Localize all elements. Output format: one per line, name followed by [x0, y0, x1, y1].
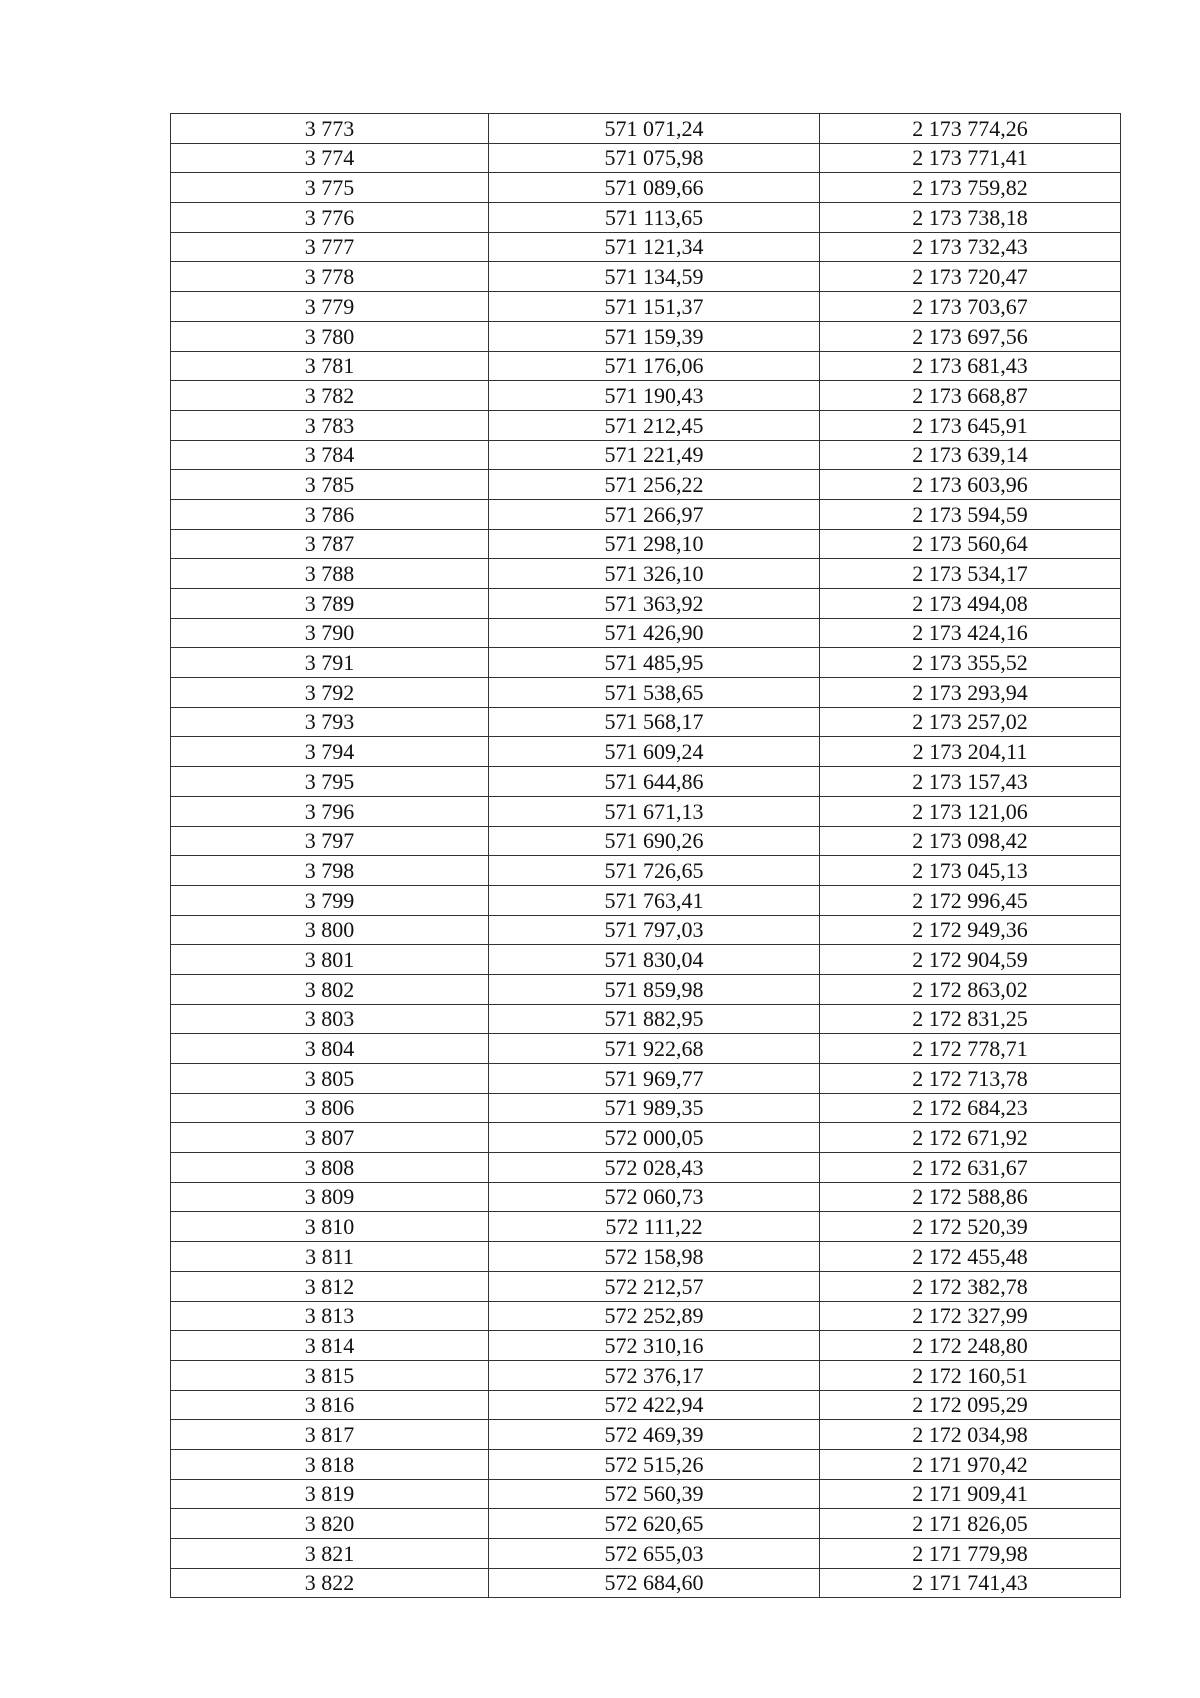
y-coordinate-cell: 2 172 713,78 — [820, 1064, 1121, 1094]
y-coordinate-cell: 2 172 684,23 — [820, 1093, 1121, 1123]
point-number-cell: 3 799 — [171, 885, 489, 915]
table-row — [171, 1420, 1121, 1450]
point-number-cell: 3 797 — [171, 826, 489, 856]
table-row — [171, 767, 1121, 797]
point-number-cell: 3 806 — [171, 1093, 489, 1123]
x-coordinate-cell: 571 797,03 — [489, 915, 820, 945]
table-row — [171, 559, 1121, 589]
x-coordinate-cell: 571 326,10 — [489, 559, 820, 589]
table-row — [171, 1242, 1121, 1272]
x-coordinate-cell: 571 363,92 — [489, 589, 820, 619]
x-coordinate-cell: 571 256,22 — [489, 470, 820, 500]
table-row — [171, 1479, 1121, 1509]
x-coordinate-cell: 571 690,26 — [489, 826, 820, 856]
y-coordinate-cell: 2 172 160,51 — [820, 1360, 1121, 1390]
x-coordinate-cell: 571 671,13 — [489, 796, 820, 826]
x-coordinate-cell: 571 298,10 — [489, 529, 820, 559]
point-number-cell: 3 819 — [171, 1479, 489, 1509]
point-number-cell: 3 816 — [171, 1390, 489, 1420]
table-row — [171, 1093, 1121, 1123]
x-coordinate-cell: 571 830,04 — [489, 945, 820, 975]
x-coordinate-cell: 571 071,24 — [489, 114, 820, 144]
table-row — [171, 321, 1121, 351]
point-number-cell: 3 777 — [171, 232, 489, 262]
point-number-cell: 3 793 — [171, 707, 489, 737]
point-number-cell: 3 801 — [171, 945, 489, 975]
x-coordinate-cell: 572 620,65 — [489, 1509, 820, 1539]
y-coordinate-cell: 2 173 355,52 — [820, 648, 1121, 678]
x-coordinate-cell: 572 655,03 — [489, 1539, 820, 1569]
y-coordinate-cell: 2 171 779,98 — [820, 1539, 1121, 1569]
x-coordinate-cell: 572 469,39 — [489, 1420, 820, 1450]
table-row — [171, 381, 1121, 411]
table-row — [171, 1182, 1121, 1212]
y-coordinate-cell: 2 172 034,98 — [820, 1420, 1121, 1450]
x-coordinate-cell: 572 028,43 — [489, 1153, 820, 1183]
point-number-cell: 3 815 — [171, 1360, 489, 1390]
table-row — [171, 974, 1121, 1004]
point-number-cell: 3 810 — [171, 1212, 489, 1242]
point-number-cell: 3 809 — [171, 1182, 489, 1212]
table-row — [171, 1390, 1121, 1420]
table-row — [171, 707, 1121, 737]
point-number-cell: 3 803 — [171, 1004, 489, 1034]
y-coordinate-cell: 2 172 248,80 — [820, 1331, 1121, 1361]
y-coordinate-cell: 2 173 560,64 — [820, 529, 1121, 559]
point-number-cell: 3 800 — [171, 915, 489, 945]
x-coordinate-cell: 571 075,98 — [489, 143, 820, 173]
table-row — [171, 1212, 1121, 1242]
table-row — [171, 796, 1121, 826]
point-number-cell: 3 792 — [171, 678, 489, 708]
x-coordinate-cell: 571 089,66 — [489, 173, 820, 203]
point-number-cell: 3 775 — [171, 173, 489, 203]
table-row — [171, 1123, 1121, 1153]
x-coordinate-cell: 571 266,97 — [489, 499, 820, 529]
x-coordinate-cell: 571 113,65 — [489, 203, 820, 233]
y-coordinate-cell: 2 173 121,06 — [820, 796, 1121, 826]
table-row — [171, 529, 1121, 559]
y-coordinate-cell: 2 172 778,71 — [820, 1034, 1121, 1064]
y-coordinate-cell: 2 173 645,91 — [820, 410, 1121, 440]
y-coordinate-cell: 2 172 831,25 — [820, 1004, 1121, 1034]
y-coordinate-cell: 2 173 424,16 — [820, 618, 1121, 648]
y-coordinate-cell: 2 172 904,59 — [820, 945, 1121, 975]
table-row — [171, 1064, 1121, 1094]
y-coordinate-cell: 2 171 970,42 — [820, 1449, 1121, 1479]
point-number-cell: 3 814 — [171, 1331, 489, 1361]
y-coordinate-cell: 2 173 594,59 — [820, 499, 1121, 529]
point-number-cell: 3 798 — [171, 856, 489, 886]
x-coordinate-cell: 571 609,24 — [489, 737, 820, 767]
x-coordinate-cell: 571 882,95 — [489, 1004, 820, 1034]
point-number-cell: 3 788 — [171, 559, 489, 589]
x-coordinate-cell: 572 212,57 — [489, 1271, 820, 1301]
x-coordinate-cell: 571 726,65 — [489, 856, 820, 886]
coordinates-table — [170, 113, 1121, 1598]
point-number-cell: 3 817 — [171, 1420, 489, 1450]
y-coordinate-cell: 2 173 534,17 — [820, 559, 1121, 589]
point-number-cell: 3 787 — [171, 529, 489, 559]
y-coordinate-cell: 2 172 996,45 — [820, 885, 1121, 915]
table-row — [171, 470, 1121, 500]
table-row — [171, 114, 1121, 144]
table-row — [171, 648, 1121, 678]
x-coordinate-cell: 572 376,17 — [489, 1360, 820, 1390]
point-number-cell: 3 813 — [171, 1301, 489, 1331]
y-coordinate-cell: 2 173 603,96 — [820, 470, 1121, 500]
point-number-cell: 3 790 — [171, 618, 489, 648]
y-coordinate-cell: 2 173 738,18 — [820, 203, 1121, 233]
y-coordinate-cell: 2 172 455,48 — [820, 1242, 1121, 1272]
y-coordinate-cell: 2 171 909,41 — [820, 1479, 1121, 1509]
table-row — [171, 945, 1121, 975]
point-number-cell: 3 804 — [171, 1034, 489, 1064]
point-number-cell: 3 789 — [171, 589, 489, 619]
point-number-cell: 3 774 — [171, 143, 489, 173]
x-coordinate-cell: 571 212,45 — [489, 410, 820, 440]
table-row — [171, 1153, 1121, 1183]
point-number-cell: 3 807 — [171, 1123, 489, 1153]
y-coordinate-cell: 2 173 720,47 — [820, 262, 1121, 292]
table-row — [171, 1331, 1121, 1361]
y-coordinate-cell: 2 173 774,26 — [820, 114, 1121, 144]
y-coordinate-cell: 2 173 098,42 — [820, 826, 1121, 856]
table-row — [171, 1360, 1121, 1390]
y-coordinate-cell: 2 173 639,14 — [820, 440, 1121, 470]
y-coordinate-cell: 2 172 588,86 — [820, 1182, 1121, 1212]
y-coordinate-cell: 2 172 949,36 — [820, 915, 1121, 945]
y-coordinate-cell: 2 172 095,29 — [820, 1390, 1121, 1420]
y-coordinate-cell: 2 173 703,67 — [820, 292, 1121, 322]
x-coordinate-cell: 571 989,35 — [489, 1093, 820, 1123]
y-coordinate-cell: 2 173 045,13 — [820, 856, 1121, 886]
y-coordinate-cell: 2 173 668,87 — [820, 381, 1121, 411]
table-row — [171, 1004, 1121, 1034]
point-number-cell: 3 794 — [171, 737, 489, 767]
point-number-cell: 3 780 — [171, 321, 489, 351]
x-coordinate-cell: 572 158,98 — [489, 1242, 820, 1272]
y-coordinate-cell: 2 173 293,94 — [820, 678, 1121, 708]
point-number-cell: 3 802 — [171, 974, 489, 1004]
x-coordinate-cell: 571 568,17 — [489, 707, 820, 737]
x-coordinate-cell: 571 426,90 — [489, 618, 820, 648]
table-row — [171, 1509, 1121, 1539]
point-number-cell: 3 783 — [171, 410, 489, 440]
point-number-cell: 3 782 — [171, 381, 489, 411]
point-number-cell: 3 785 — [171, 470, 489, 500]
table-row — [171, 173, 1121, 203]
x-coordinate-cell: 571 176,06 — [489, 351, 820, 381]
x-coordinate-cell: 572 560,39 — [489, 1479, 820, 1509]
x-coordinate-cell: 572 111,22 — [489, 1212, 820, 1242]
table-row — [171, 589, 1121, 619]
y-coordinate-cell: 2 171 826,05 — [820, 1509, 1121, 1539]
x-coordinate-cell: 571 859,98 — [489, 974, 820, 1004]
point-number-cell: 3 795 — [171, 767, 489, 797]
x-coordinate-cell: 571 644,86 — [489, 767, 820, 797]
x-coordinate-cell: 571 763,41 — [489, 885, 820, 915]
table-row — [171, 1271, 1121, 1301]
table-row — [171, 232, 1121, 262]
point-number-cell: 3 781 — [171, 351, 489, 381]
point-number-cell: 3 818 — [171, 1449, 489, 1479]
y-coordinate-cell: 2 172 863,02 — [820, 974, 1121, 1004]
x-coordinate-cell: 572 515,26 — [489, 1449, 820, 1479]
x-coordinate-cell: 571 134,59 — [489, 262, 820, 292]
point-number-cell: 3 776 — [171, 203, 489, 233]
x-coordinate-cell: 571 190,43 — [489, 381, 820, 411]
table-row — [171, 143, 1121, 173]
point-number-cell: 3 821 — [171, 1539, 489, 1569]
point-number-cell: 3 808 — [171, 1153, 489, 1183]
y-coordinate-cell: 2 173 759,82 — [820, 173, 1121, 203]
x-coordinate-cell: 571 121,34 — [489, 232, 820, 262]
table-body — [171, 114, 1121, 1598]
y-coordinate-cell: 2 173 732,43 — [820, 232, 1121, 262]
y-coordinate-cell: 2 173 257,02 — [820, 707, 1121, 737]
table-row — [171, 1301, 1121, 1331]
table-row — [171, 1034, 1121, 1064]
x-coordinate-cell: 571 485,95 — [489, 648, 820, 678]
y-coordinate-cell: 2 172 671,92 — [820, 1123, 1121, 1153]
point-number-cell: 3 791 — [171, 648, 489, 678]
x-coordinate-cell: 572 422,94 — [489, 1390, 820, 1420]
table-row — [171, 737, 1121, 767]
y-coordinate-cell: 2 173 771,41 — [820, 143, 1121, 173]
x-coordinate-cell: 571 221,49 — [489, 440, 820, 470]
y-coordinate-cell: 2 172 382,78 — [820, 1271, 1121, 1301]
y-coordinate-cell: 2 172 520,39 — [820, 1212, 1121, 1242]
table-row — [171, 618, 1121, 648]
table-row — [171, 1568, 1121, 1598]
point-number-cell: 3 786 — [171, 499, 489, 529]
table-row — [171, 856, 1121, 886]
table-row — [171, 826, 1121, 856]
x-coordinate-cell: 572 060,73 — [489, 1182, 820, 1212]
y-coordinate-cell: 2 172 631,67 — [820, 1153, 1121, 1183]
table-row — [171, 203, 1121, 233]
table-row — [171, 678, 1121, 708]
point-number-cell: 3 805 — [171, 1064, 489, 1094]
point-number-cell: 3 784 — [171, 440, 489, 470]
x-coordinate-cell: 572 000,05 — [489, 1123, 820, 1153]
table-row — [171, 1539, 1121, 1569]
table-row — [171, 1449, 1121, 1479]
table-row — [171, 915, 1121, 945]
y-coordinate-cell: 2 171 741,43 — [820, 1568, 1121, 1598]
table-row — [171, 292, 1121, 322]
x-coordinate-cell: 571 159,39 — [489, 321, 820, 351]
x-coordinate-cell: 572 310,16 — [489, 1331, 820, 1361]
point-number-cell: 3 822 — [171, 1568, 489, 1598]
x-coordinate-cell: 571 922,68 — [489, 1034, 820, 1064]
table-row — [171, 410, 1121, 440]
table-row — [171, 262, 1121, 292]
y-coordinate-cell: 2 173 697,56 — [820, 321, 1121, 351]
point-number-cell: 3 820 — [171, 1509, 489, 1539]
x-coordinate-cell: 571 151,37 — [489, 292, 820, 322]
y-coordinate-cell: 2 173 681,43 — [820, 351, 1121, 381]
y-coordinate-cell: 2 172 327,99 — [820, 1301, 1121, 1331]
table-row — [171, 440, 1121, 470]
y-coordinate-cell: 2 173 157,43 — [820, 767, 1121, 797]
point-number-cell: 3 779 — [171, 292, 489, 322]
table-row — [171, 499, 1121, 529]
point-number-cell: 3 812 — [171, 1271, 489, 1301]
y-coordinate-cell: 2 173 204,11 — [820, 737, 1121, 767]
point-number-cell: 3 796 — [171, 796, 489, 826]
x-coordinate-cell: 571 538,65 — [489, 678, 820, 708]
table-row — [171, 351, 1121, 381]
x-coordinate-cell: 572 252,89 — [489, 1301, 820, 1331]
point-number-cell: 3 773 — [171, 114, 489, 144]
table-row — [171, 885, 1121, 915]
x-coordinate-cell: 572 684,60 — [489, 1568, 820, 1598]
point-number-cell: 3 811 — [171, 1242, 489, 1272]
x-coordinate-cell: 571 969,77 — [489, 1064, 820, 1094]
y-coordinate-cell: 2 173 494,08 — [820, 589, 1121, 619]
point-number-cell: 3 778 — [171, 262, 489, 292]
